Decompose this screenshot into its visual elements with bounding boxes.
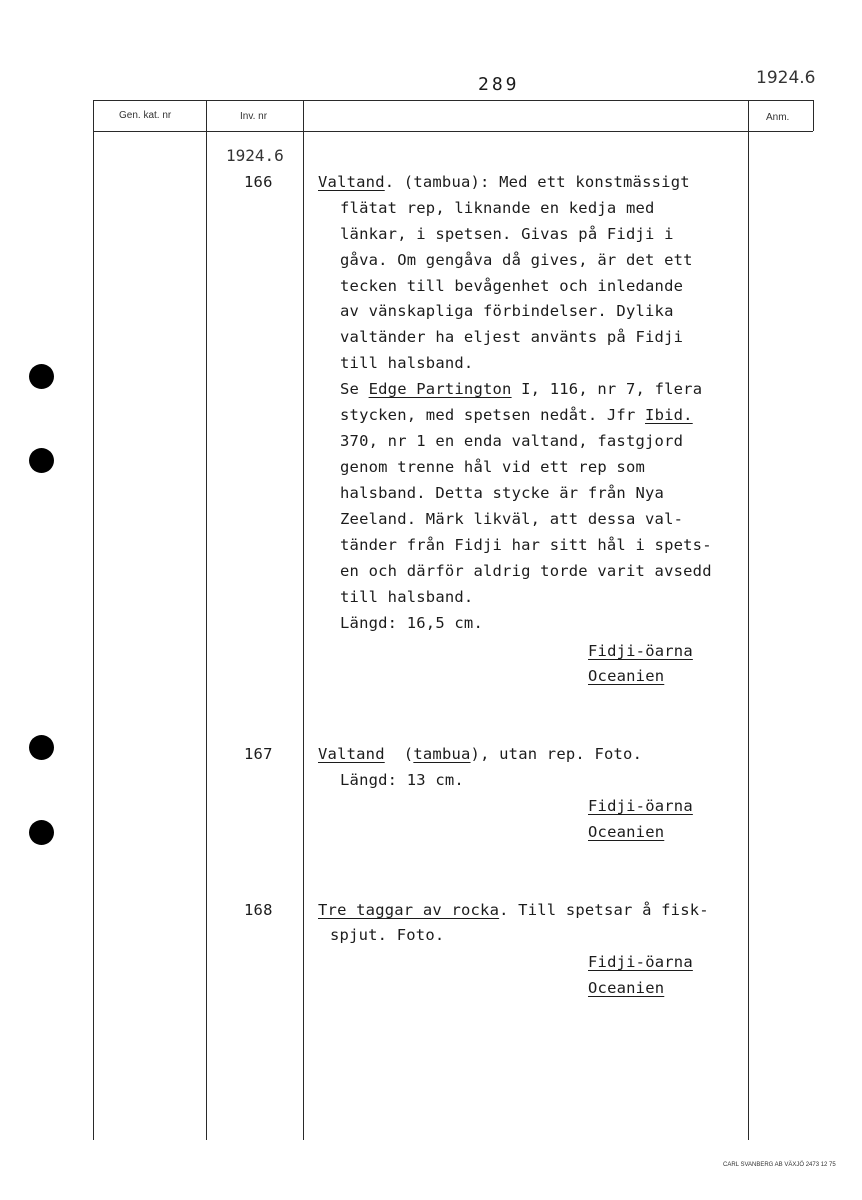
entry-166-title: Valtand xyxy=(318,173,385,191)
page-number: 289 xyxy=(478,74,520,95)
entry-166-line: av vänskapliga förbindelser. Dylika xyxy=(340,302,674,320)
printer-footer: CARL SVANBERG AB VÄXJÖ 2473 12 75 xyxy=(723,1162,836,1168)
header-inv-nr: Inv. nr xyxy=(240,111,268,122)
table-left-rule xyxy=(93,100,94,1140)
entry-166-line: tecken till bevågenhet och inledande xyxy=(340,277,684,295)
entry-168-line-2: spjut. Foto. xyxy=(330,926,445,944)
entry-167-region: Oceanien xyxy=(588,823,665,841)
entry-168-location: Fidji-öarna xyxy=(588,953,693,971)
entry-166-line: 370, nr 1 en enda valtand, fastgjord xyxy=(340,432,684,450)
entry-167-location: Fidji-öarna xyxy=(588,797,693,815)
entry-166-length: Längd: 16,5 cm. xyxy=(340,614,483,632)
inv-number-167: 167 xyxy=(244,745,273,763)
entry-168-title: Tre taggar av rocka xyxy=(318,901,500,919)
entry-166-line: halsband. Detta stycke är från Nya xyxy=(340,484,665,502)
entry-166-line: Zeeland. Märk likväl, att dessa val- xyxy=(340,510,684,528)
table-right-rule xyxy=(813,100,814,131)
col-divider-gen-inv xyxy=(206,100,207,1140)
entry-166-line: en och därför aldrig torde varit avsedd xyxy=(340,562,712,580)
inv-number-166: 166 xyxy=(244,173,273,191)
entry-166-line: genom trenne hål vid ett rep som xyxy=(340,458,646,476)
entry-167-tambua: tambua xyxy=(413,745,471,763)
entry-167-first-line: Valtand (tambua), utan rep. Foto. xyxy=(318,745,643,763)
entry-166-line: länkar, i spetsen. Givas på Fidji i xyxy=(340,225,674,243)
entry-167-title: Valtand xyxy=(318,745,385,763)
year-corner: 1924.6 xyxy=(756,68,816,88)
entry-166-region: Oceanien xyxy=(588,667,665,685)
binder-hole-1 xyxy=(29,364,54,389)
table-header-rule xyxy=(93,131,813,132)
col-divider-desc-anm xyxy=(748,100,749,1140)
entry-168-first-line: Tre taggar av rocka. Till spetsar å fisk- xyxy=(318,901,709,919)
binder-hole-4 xyxy=(29,820,54,845)
entry-166-first-line-rest: . (tambua): Med ett konstmässigt xyxy=(384,173,690,191)
entry-166-reference-line-2: stycken, med spetsen nedåt. Jfr Ibid. xyxy=(340,406,693,424)
entry-166-line: gåva. Om gengåva då gives, är det ett xyxy=(340,251,693,269)
entry-166-reference-line: Se Edge Partington I, 116, nr 7, flera xyxy=(340,380,703,398)
binder-hole-2 xyxy=(29,448,54,473)
reference-ibid: Ibid. xyxy=(645,406,693,424)
header-anm: Anm. xyxy=(766,112,790,123)
header-gen-kat-nr: Gen. kat. nr xyxy=(119,110,172,121)
entry-166-line: tänder från Fidji har sitt hål i spets- xyxy=(340,536,712,554)
binder-hole-3 xyxy=(29,735,54,760)
inv-number-168: 168 xyxy=(244,901,273,919)
entry-166-line: till halsband. xyxy=(340,354,474,372)
year-entry: 1924.6 xyxy=(226,146,284,165)
col-divider-inv-desc xyxy=(303,100,304,1140)
entry-166-location: Fidji-öarna xyxy=(588,642,693,660)
reference-edge-partington: Edge Partington xyxy=(368,380,512,398)
entry-166-first-line xyxy=(318,173,690,191)
entry-166-line: valtänder ha eljest använts på Fidji xyxy=(340,328,684,346)
entry-168-region: Oceanien xyxy=(588,979,665,997)
entry-166-line: till halsband. xyxy=(340,588,474,606)
entry-166-line: flätat rep, liknande en kedja med xyxy=(340,199,655,217)
entry-167-length: Längd: 13 cm. xyxy=(340,771,464,789)
table-top-rule xyxy=(93,100,813,101)
